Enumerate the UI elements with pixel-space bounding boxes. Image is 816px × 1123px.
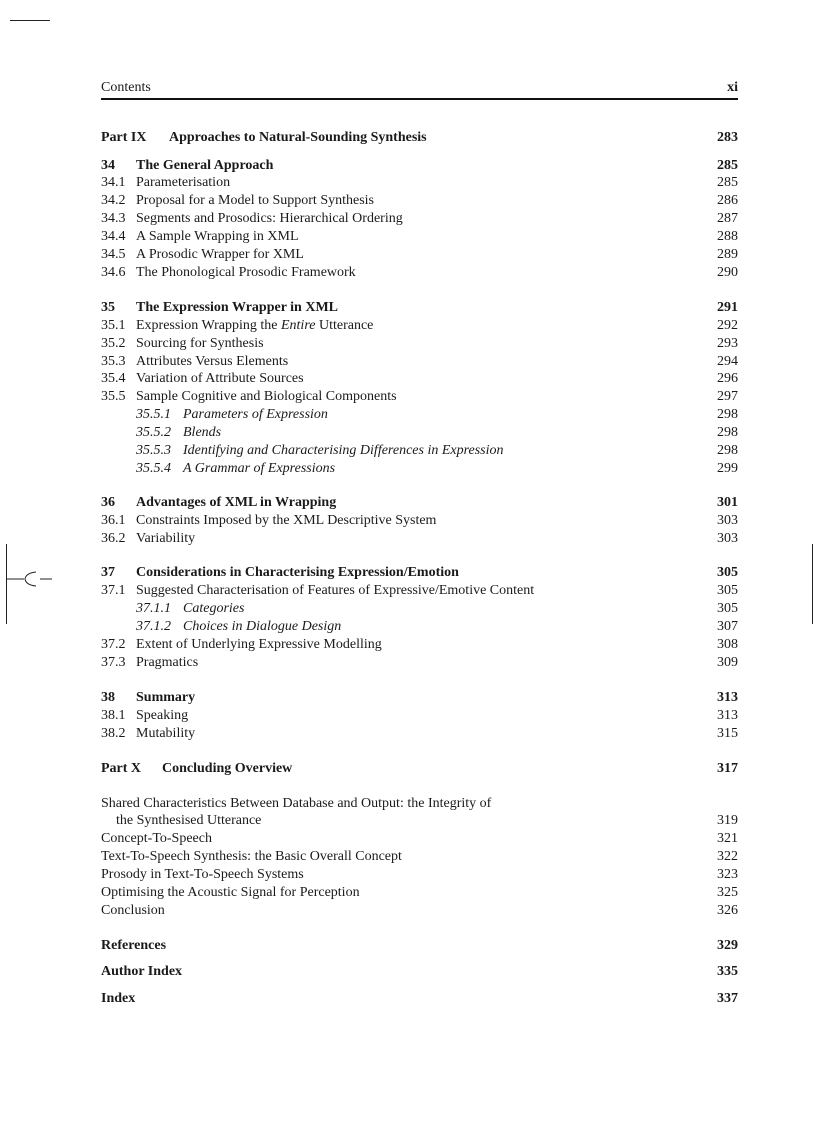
subsection-page: 307 [717,619,738,634]
emphasis: Entire [280,318,316,333]
subsection-page: 305 [717,601,738,616]
chapter-title: Summary [136,690,196,705]
toc-section-entry [101,353,738,371]
subsection-number: 37.1.1 [136,601,171,616]
toc-section-entry [101,246,738,264]
back-matter-entry [101,963,738,981]
overview-title: Prosody in Text-To-Speech Systems [101,867,304,882]
toc-subsection-entry [101,618,738,636]
overview-title: Concept-To-Speech [101,831,212,846]
back-matter-page: 335 [717,964,738,979]
toc-section-entry [101,707,738,725]
back-matter-title: Author Index [101,964,183,979]
toc-subsection-entry [101,424,738,442]
subsection-number: 35.5.1 [136,407,171,422]
overview-page: 322 [717,849,738,864]
section-title: Pragmatics [136,655,199,670]
section-page: 308 [717,637,738,652]
overview-entry [101,848,738,866]
section-number: 34.5 [101,247,126,262]
section-number: 37.2 [101,637,126,652]
section-title: Sourcing for Synthesis [136,336,264,351]
back-matter-page: 329 [717,938,738,953]
chapter-number: 38 [101,690,115,705]
section-number: 38.2 [101,726,126,741]
section-page: 305 [717,583,738,598]
crop-mark-right-vertical [812,544,813,624]
section-number: 34.1 [101,175,126,190]
chapter-heading [101,689,738,707]
overview-title: Optimising the Acoustic Signal for Perception [101,885,360,900]
running-header-title: Contents [101,80,151,95]
chapter-page: 313 [717,690,738,705]
overview-title: Conclusion [101,903,165,918]
toc-subsection-entry [101,600,738,618]
running-header [101,78,738,100]
section-page: 286 [717,193,738,208]
part-label: Part IX [101,130,147,145]
chapter-title: The Expression Wrapper in XML [136,300,339,315]
section-page: 303 [717,531,738,546]
overview-page: 319 [717,813,738,828]
chapter-page: 305 [717,565,738,580]
crop-mark-top-left [10,20,50,21]
chapter-number: 36 [101,495,115,510]
overview-page: 325 [717,885,738,900]
section-number: 34.6 [101,265,126,280]
section-title: Expression Wrapping the Entire Utterance [136,318,374,333]
toc-section-entry [101,512,738,530]
section-number: 37.1 [101,583,126,598]
toc-subsection-entry [101,460,738,478]
part-title: Concluding Overview [162,761,293,776]
subsection-number: 35.5.3 [136,443,171,458]
overview-page: 323 [717,867,738,882]
subsection-title: Choices in Dialogue Design [183,619,342,634]
toc-section-entry [101,388,738,406]
section-number: 38.1 [101,708,126,723]
section-title: Parameterisation [136,175,231,190]
section-title: Segments and Prosodics: Hierarchical Ordering [136,211,403,226]
section-title: Constraints Imposed by the XML Descriptive System [136,513,437,528]
section-title: Speaking [136,708,189,723]
section-number: 37.3 [101,655,126,670]
subsection-number: 35.5.2 [136,425,171,440]
section-title: Mutability [136,726,196,741]
subsection-title: Categories [183,601,245,616]
subsection-title: A Grammar of Expressions [183,461,336,476]
back-matter-page: 337 [717,991,738,1006]
overview-title: Shared Characteristics Between Database and Output: the Integrity of [101,796,492,811]
toc-section-entry [101,370,738,388]
chapter-page: 285 [717,158,738,173]
overview-entry [101,884,738,902]
section-page: 313 [717,708,738,723]
section-title: A Sample Wrapping in XML [136,229,299,244]
section-title: Extent of Underlying Expressive Modelling [136,637,382,652]
overview-title: Text-To-Speech Synthesis: the Basic Overall Concept [101,849,402,864]
subsection-title: Identifying and Characterising Differences in Expression [183,443,504,458]
section-number: 36.1 [101,513,126,528]
overview-entry-continuation [101,812,738,830]
section-title: A Prosodic Wrapper for XML [136,247,304,262]
section-page: 288 [717,229,738,244]
section-page: 303 [717,513,738,528]
section-page: 287 [717,211,738,226]
toc-section-entry [101,264,738,282]
section-title: Attributes Versus Elements [136,354,289,369]
section-number: 35.2 [101,336,126,351]
back-matter-title: References [101,938,167,953]
overview-page: 321 [717,831,738,846]
toc-section-entry [101,174,738,192]
toc-section-entry [101,654,738,672]
running-header-page-number: xi [727,80,738,95]
section-page: 290 [717,265,738,280]
section-number: 35.5 [101,389,126,404]
section-page: 296 [717,371,738,386]
part-page: 283 [717,130,738,145]
part-page: 317 [717,761,738,776]
chapter-title: Advantages of XML in Wrapping [136,495,337,510]
chapter-heading [101,157,738,175]
part-heading [101,760,738,778]
overview-title-line2: the Synthesised Utterance [116,813,262,828]
section-number: 36.2 [101,531,126,546]
overview-entry [101,866,738,884]
overview-entry [101,830,738,848]
chapter-title: Considerations in Characterising Expression/Emotion [136,565,459,580]
subsection-page: 298 [717,425,738,440]
back-matter-entry [101,937,738,955]
section-title: Variability [136,531,196,546]
section-page: 294 [717,354,738,369]
registration-mark-icon [6,570,54,598]
section-number: 35.1 [101,318,126,333]
back-matter-entry [101,990,738,1008]
subsection-title: Parameters of Expression [183,407,328,422]
overview-entry [101,902,738,920]
section-page: 289 [717,247,738,262]
chapter-number: 35 [101,300,115,315]
chapter-number: 37 [101,565,115,580]
part-title: Approaches to Natural-Sounding Synthesis [169,130,427,145]
chapter-title: The General Approach [136,158,274,173]
back-matter-title: Index [101,991,136,1006]
section-page: 309 [717,655,738,670]
toc-section-entry [101,210,738,228]
section-title: Sample Cognitive and Biological Components [136,389,397,404]
section-number: 34.2 [101,193,126,208]
toc-section-entry [101,317,738,335]
part-heading [101,129,738,147]
part-label: Part X [101,761,142,776]
section-page: 315 [717,726,738,741]
overview-entry [101,795,738,813]
section-number: 35.3 [101,354,126,369]
subsection-number: 37.1.2 [136,619,171,634]
section-number: 35.4 [101,371,126,386]
section-page: 297 [717,389,738,404]
section-title: Suggested Characterisation of Features of Expressive/Emotive Content [136,583,535,598]
subsection-title: Blends [183,425,222,440]
toc-section-entry [101,192,738,210]
chapter-number: 34 [101,158,115,173]
subsection-number: 35.5.4 [136,461,171,476]
toc-section-entry [101,335,738,353]
toc-section-entry [101,530,738,548]
toc-section-entry [101,725,738,743]
section-title: The Phonological Prosodic Framework [136,265,356,280]
chapter-heading [101,564,738,582]
toc-section-entry [101,636,738,654]
overview-page: 326 [717,903,738,918]
toc-subsection-entry [101,442,738,460]
section-number: 34.4 [101,229,126,244]
toc-section-entry [101,228,738,246]
chapter-page: 301 [717,495,738,510]
section-page: 292 [717,318,738,333]
subsection-page: 298 [717,407,738,422]
subsection-page: 299 [717,461,738,476]
section-page: 285 [717,175,738,190]
section-page: 293 [717,336,738,351]
section-number: 34.3 [101,211,126,226]
section-title: Variation of Attribute Sources [136,371,304,386]
toc-section-entry [101,582,738,600]
section-title: Proposal for a Model to Support Synthesis [136,193,374,208]
chapter-page: 291 [717,300,738,315]
subsection-page: 298 [717,443,738,458]
toc-subsection-entry [101,406,738,424]
chapter-heading [101,299,738,317]
chapter-heading [101,494,738,512]
